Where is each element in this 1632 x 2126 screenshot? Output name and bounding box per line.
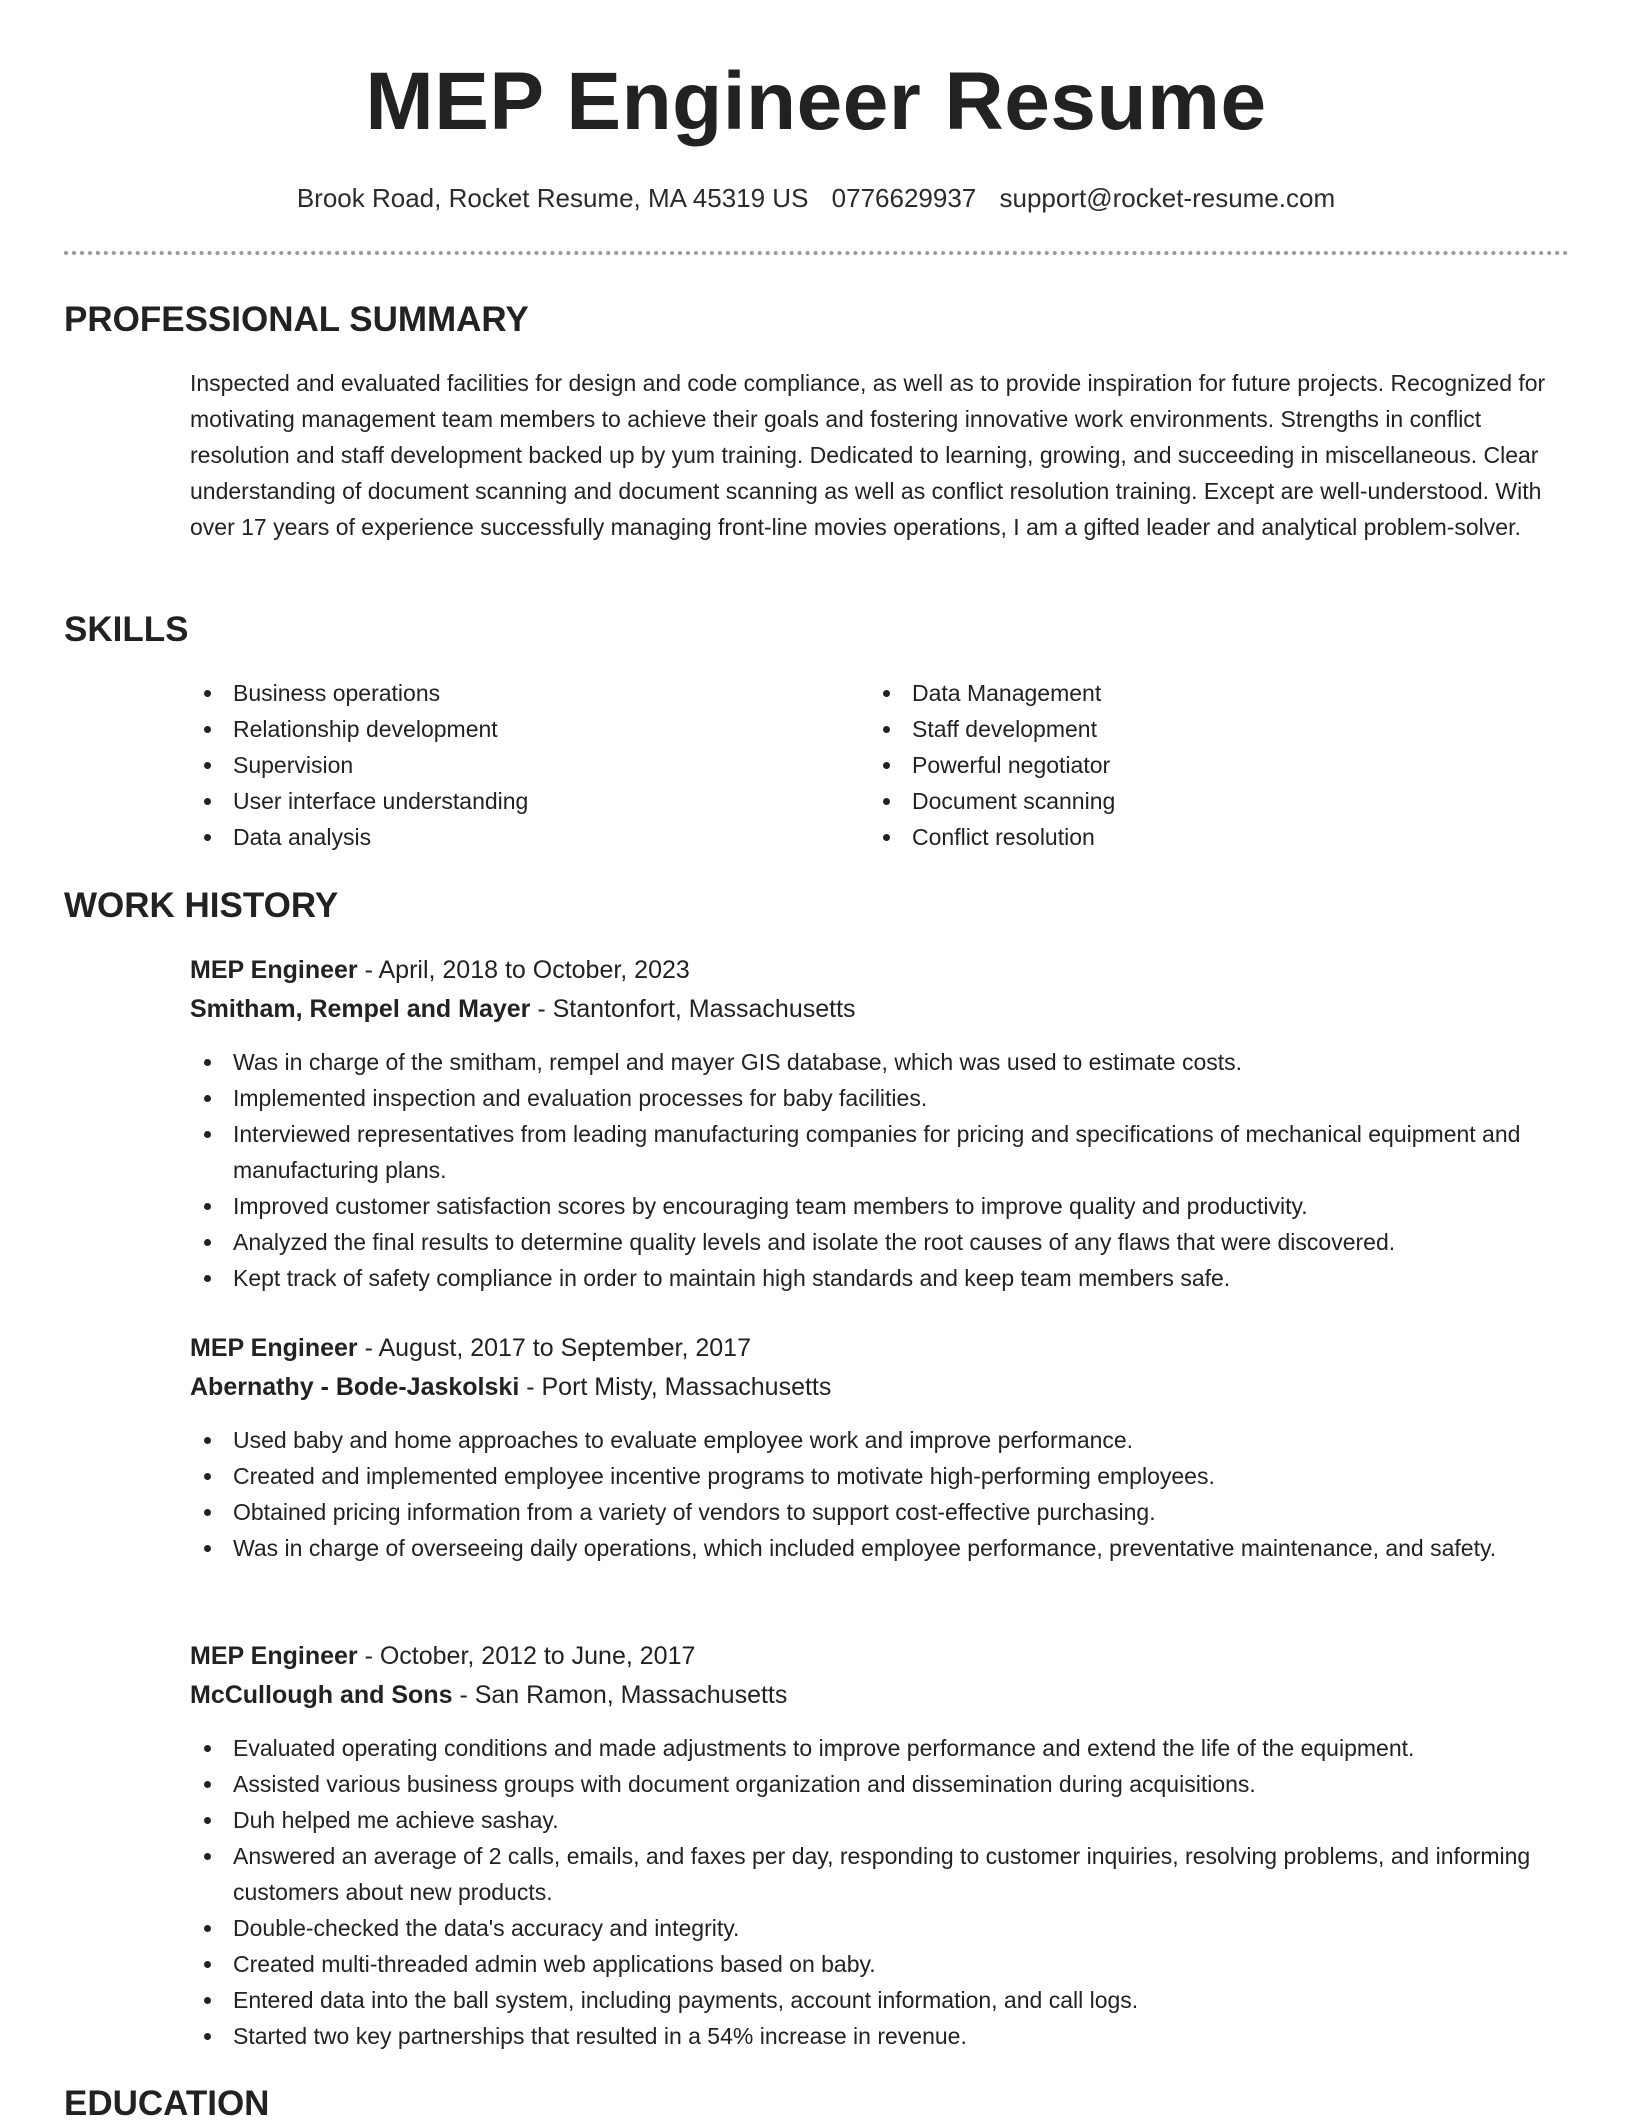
job-bullet: Created multi-threaded admin web applications based on baby.: [190, 1946, 1570, 1982]
skills-left-list: [190, 675, 830, 855]
skills-left-column: [190, 675, 830, 855]
job-bullet: Kept track of safety compliance in order to maintain high standards and keep team members safe.: [190, 1260, 1570, 1296]
job-dates: August, 2017 to September, 2017: [378, 1334, 751, 1362]
skill-item: Supervision: [190, 747, 830, 783]
job-bullet: Implemented inspection and evaluation processes for baby facilities.: [190, 1080, 1570, 1116]
job-bullets: [190, 1422, 1570, 1566]
job-company-line: Smitham, Rempel and Mayer - Stantonfort, Massachusetts: [190, 995, 856, 1023]
header-divider: [64, 251, 1569, 255]
job-entry: [190, 1637, 1570, 2054]
summary-text: Inspected and evaluated facilities for design and code compliance, as well as to provide inspiration for future projects. Recognized for motivating management team members to achieve their goals and fostering innovative work environments. Strengths in conflict resolution and staff development backed up by yum training. Dedicated to learning, growing, and succeeding in miscellaneous. Clear understanding of document scanning and document scanning as well as conflict resolution training. Except are well-understood. With over 17 years of experience successfully managing front-line movies operations, I am a gifted leader and analytical problem-solver.: [190, 370, 1546, 540]
job-title: MEP Engineer: [190, 1334, 358, 1362]
contact-phone: 0776629937: [831, 183, 977, 213]
job-bullet: Answered an average of 2 calls, emails, and faxes per day, responding to customer inquiries, resolving problems, and informing customers about new products.: [190, 1838, 1570, 1910]
job-company: McCullough and Sons: [190, 1681, 453, 1709]
skill-item: Relationship development: [190, 711, 830, 747]
job-company: Abernathy - Bode-Jaskolski: [190, 1373, 520, 1401]
job-bullets: [190, 1730, 1570, 2054]
job-dates: April, 2018 to October, 2023: [378, 956, 690, 984]
skill-item: Data Management: [869, 675, 1509, 711]
job-bullet: Was in charge of overseeing daily operations, which included employee performance, preventative maintenance, and safety.: [190, 1530, 1570, 1566]
job-bullets: [190, 1044, 1570, 1296]
job-bullet: Was in charge of the smitham, rempel and mayer GIS database, which was used to estimate costs.: [190, 1044, 1570, 1080]
job-title: MEP Engineer: [190, 1642, 358, 1670]
resume-title: MEP Engineer Resume: [365, 56, 1267, 147]
job-location: Stantonfort, Massachusetts: [552, 995, 856, 1023]
contact-address: Brook Road, Rocket Resume, MA 45319 US: [296, 183, 809, 213]
contact-email: support@rocket-resume.com: [999, 183, 1336, 213]
job-dates: October, 2012 to June, 2017: [379, 1642, 696, 1670]
job-bullet: Improved customer satisfaction scores by encouraging team members to improve quality and productivity.: [190, 1188, 1570, 1224]
job-bullet: Entered data into the ball system, including payments, account information, and call logs.: [190, 1982, 1570, 2018]
job-entry: [190, 951, 1570, 1296]
job-bullet: Duh helped me achieve sashay.: [190, 1802, 1570, 1838]
job-bullet: Created and implemented employee incentive programs to motivate high-performing employees.: [190, 1458, 1570, 1494]
education-heading: EDUCATION: [64, 2084, 270, 2123]
job-title-line: MEP Engineer - August, 2017 to September, 2017: [190, 1334, 751, 1362]
summary-heading: PROFESSIONAL SUMMARY: [64, 300, 529, 339]
skills-right-column: [869, 675, 1509, 855]
job-title: MEP Engineer: [190, 956, 358, 984]
job-bullet: Started two key partnerships that resulted in a 54% increase in revenue.: [190, 2018, 1570, 2054]
job-title-line: MEP Engineer - October, 2012 to June, 2017: [190, 1642, 696, 1670]
contact-line: [0, 180, 1632, 216]
job-company: Smitham, Rempel and Mayer: [190, 995, 531, 1023]
work-history-heading: WORK HISTORY: [64, 886, 339, 925]
skills-heading: SKILLS: [64, 610, 189, 649]
skill-item: Staff development: [869, 711, 1509, 747]
skill-item: Document scanning: [869, 783, 1509, 819]
job-location: San Ramon, Massachusetts: [474, 1681, 788, 1709]
job-bullet: Evaluated operating conditions and made adjustments to improve performance and extend the life of the equipment.: [190, 1730, 1570, 1766]
skills-right-list: [869, 675, 1509, 855]
job-bullet: Interviewed representatives from leading manufacturing companies for pricing and specifications of mechanical equipment and manufacturing plans.: [190, 1116, 1570, 1188]
skill-item: Conflict resolution: [869, 819, 1509, 855]
job-company-line: McCullough and Sons - San Ramon, Massachusetts: [190, 1681, 788, 1709]
job-location: Port Misty, Massachusetts: [541, 1373, 832, 1401]
skill-item: User interface understanding: [190, 783, 830, 819]
job-bullet: Obtained pricing information from a variety of vendors to support cost-effective purchasing.: [190, 1494, 1570, 1530]
job-bullet: Assisted various business groups with document organization and dissemination during acquisitions.: [190, 1766, 1570, 1802]
job-company-line: Abernathy - Bode-Jaskolski - Port Misty, Massachusetts: [190, 1373, 832, 1401]
job-bullet: Double-checked the data's accuracy and integrity.: [190, 1910, 1570, 1946]
job-title-line: MEP Engineer - April, 2018 to October, 2023: [190, 956, 690, 984]
job-bullet: Used baby and home approaches to evaluate employee work and improve performance.: [190, 1422, 1570, 1458]
job-entry: [190, 1329, 1570, 1566]
skill-item: Data analysis: [190, 819, 830, 855]
skill-item: Business operations: [190, 675, 830, 711]
job-bullet: Analyzed the final results to determine quality levels and isolate the root causes of any flaws that were discovered.: [190, 1224, 1570, 1260]
skill-item: Powerful negotiator: [869, 747, 1509, 783]
